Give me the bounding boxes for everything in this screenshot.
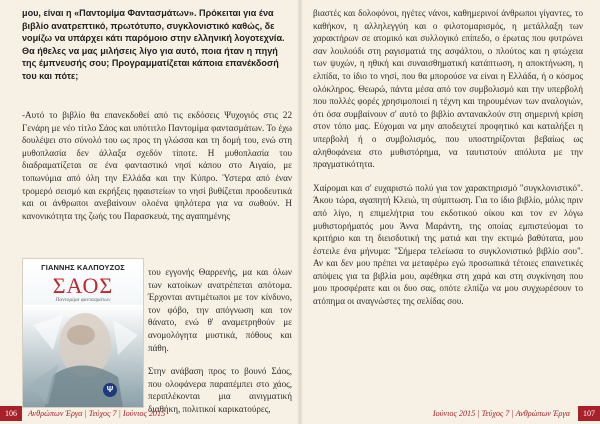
right-page (300, 0, 600, 424)
footer-text: Ιούνιος 2015 | Τεύχος 7 | Ανθρώπων Έργα (432, 409, 570, 418)
book-author: ΓΙΑΝΝΗΣ ΚΑΛΠΟΥΖΟΣ (41, 263, 125, 272)
book-subtitle: Παντομίμα φαντασμάτων (55, 297, 111, 303)
page-number: 107 (578, 406, 600, 421)
publisher-logo: Ψ (103, 383, 117, 397)
interview-question (22, 7, 292, 83)
question-text: μου, είναι η «Παντομίμα Φαντασμάτων». Πρόκειται για ένα βιβλίο ανατρεπτικό, πρωτότυπο, συγκλονιστικό καθώς, δε νομίζω να υπάρχει κάτι παρόμοιο στην ελληνική λογοτεχνία. Θα ήθελες να μας μιλήσεις λίγο για αυτό, ποια ήταν η πηγή της έμπνευσής σου; Προγραμματίζεται κάποια επανέκδοσή του και πότε; (22, 8, 285, 81)
left-footer (0, 406, 300, 421)
answer-text-top (22, 109, 292, 222)
answer-text-right (313, 7, 583, 308)
cover-artwork (23, 305, 143, 407)
right-footer (300, 406, 600, 421)
answer-paragraph: του εγγονής Θαρρενής, μα και όλων των κατοίκων ανατρέπεται απότομα. Έρχονται αντιμέτωποι με τον κίνδυνο, τον φόβο, την απόγνωση και τον θάνατο, ενώ θ' αναμετρηθούν με ανομολόγητα μυστικά, πόθους και πάθη. (148, 267, 292, 353)
answer-paragraph: -Αυτό το βιβλίο θα επανεκδοθεί από τις εκδόσεις Ψυχογιός στις 22 Γενάρη με νέο τίτλο Σάος και υπότιτλο Παντομίμα φαντασμάτων. Το έχω δουλέψει στο σύνολό του ως προς τη γλώσσα και τη δομή του, ενώ στη μυθοπλασία δεν άλλαξα σχεδόν τίποτε. Η μυθοπλασία του διαδραματίζεται σε ένα φανταστικό νησί κάπου στο Αιγαίο, με τοπωνύμια από όλη την Ελλάδα και την Κύπρο. Ύστερα από έναν τρομερό σεισμό και εκρήξεις ηφαιστείων το νησί βυθίζεται προοδευτικά και οι άνθρωποι ανεβαίνουν ολοένα ψηλότερα για να σωθούν. Η κανονικότητα της ζωής του Παρασκευά, της αγαπημένης (22, 110, 292, 221)
answer-paragraph: βιαστές και δολοφόνοι, ηγέτες νάνοι, καθημερινοί άνθρωποι γίγαντες, το καθήκον, η αλληλεγγύη και ο φιλοτομαρισμός, η μετάλλαξη των χαρακτήρων σε ατομικό και συλλογικό επίπεδο, ο έρωτας που φυτρώνει σαν λουλούδι στη ραγισματιά της ασφάλτου, ο πλούτος και η φτώχεια των ψυχών, η ηθική και συναισθηματική κατάπτωση, η αποκτήνωση, η ελπίδα, το ίδιο το νησί, που θα μπορούσε να είναι η Ελλάδα, ή ο κόσμος ολόκληρος. Θεωρώ, πάντα μέσα από τον συμβολισμό και την υπερβολή που πολλές φορές χρησιμοποιεί η τέχνη και τηρουμένων των αναλογιών, ότι όσα συμβαίνουν σ' αυτό το βιβλίο αντανακλούν στη σημερινή κρίση στον τόπο μας. Εύχομαι να μην αποδειχτεί προφητικό και καταλήξει η υπερβολή ή ο συμβολισμός, που υποστηρίζονται βεβαίως ως αληθοφάνεια στο μυθιστόρημα, να ταυτιστούν απόλυτα με την πραγματικότητα. (313, 8, 583, 170)
answer-paragraph: Στην ανάβαση προς το βουνό Σάος, που ολοφάνερα παραπέμπει στο χάος, περιπλέκονται μια αινιγματική διαθήκη, πολιτικοί καρικατούρες, (148, 366, 292, 414)
book-title: ΣΑΟΣ (52, 273, 114, 298)
answer-text-wrap (148, 266, 292, 416)
book-cover-image (22, 258, 144, 408)
footer-text: Ανθρώπων Έργα | Τεύχος 7 | Ιούνιος 2015 (28, 409, 166, 418)
page-number: 106 (0, 406, 22, 421)
answer-paragraph: Χαίρομαι και σ' ευχαριστώ πολύ για τον χαρακτηρισμό "συγκλονιστικό". Άκου τώρα, αγαπητή Κλειώ, τη σύμπτωση. Για το ίδιο βιβλίο, μόλις πριν από λίγο, η επιμελήτρια του εκδοτικού οίκου και τον εν λόγω μυθιστορήματός μου Άννα Μαράντη, της οποίας εμπιστεύομαι το κριτήριο και τη διεισδυτική της ματιά και την εκτιμώ βαθύτατα, μου έστειλε ένα μήνυμα: "Σήμερα τελείωσα το συγκλονιστικό βιβλίο σου". Αν και δεν μου πρέπει να μεταφέρω εγώ προσωπικά τέτοιες επαινετικές απόψεις για τα βιβλία μου, αφέθηκα στη χαρά και στη συγκίνηση που μου προσφέρατε και οι δυο σας, οπότε ελπίζω να μου συγχωρέσουν το ατόπημα οι αναγνώστες της σελίδας σου. (313, 182, 583, 307)
